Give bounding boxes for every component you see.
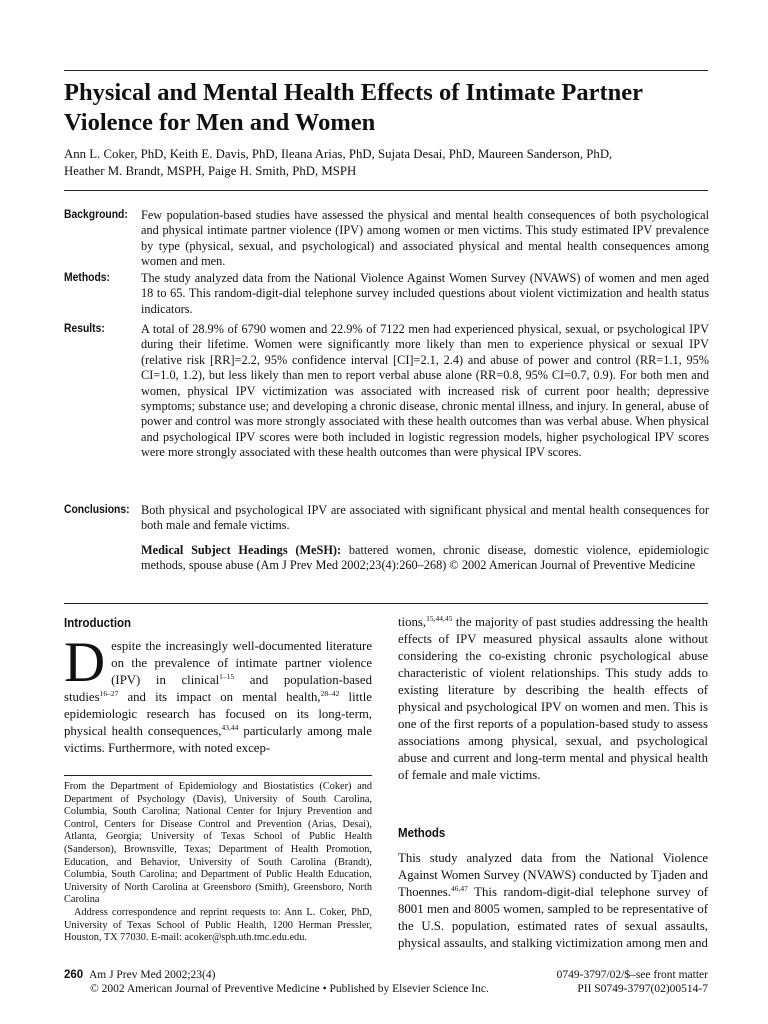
abstract-conclusions-text: Both physical and psychological IPV are associated with significant physical and mental health consequences for both male and female victims.	[141, 503, 709, 533]
affiliations-text: From the Department of Epidemiology and Biostatistics (Coker) and Department of Psychology (Davis), University of South Carolina, Columbia, South Carolina; National Center for Injury Prevention and Control, Centers for Disease Control and Prevention (Arias, Desai), Atlanta, Georgia; University of Texas School of Public Health (Sanderson), Brownsville, Texas; Department of Health Promotion, Education, and Behavior, University of South Carolina (Brandt), Columbia, South Carolina; and Department of Public Health Education, University of North Carolina at Greensboro (Smith), Greensboro, North Carolina	[64, 781, 372, 906]
abstract-methods-text: The study analyzed data from the National Violence Against Women Survey (NVAWS) of women and men aged 18 to 65. This random-digit-dial telephone survey included questions about violent victimization and health status indicators.	[141, 271, 709, 316]
introduction-heading: Introduction	[64, 616, 132, 630]
abstract-background-label: Background:	[64, 209, 128, 221]
footer-issn: 0749-3797/02/$–see front matter	[556, 969, 708, 981]
mesh-label: Medical Subject Headings (MeSH):	[141, 543, 342, 557]
article-title: Physical and Mental Health Effects of Intimate Partner Violence for Men and Women	[64, 79, 643, 136]
abstract-top-rule	[64, 190, 708, 191]
footer-copyright: © 2002 American Journal of Preventive Medicine • Published by Elsevier Science Inc.	[90, 983, 489, 995]
introduction-paragraph: Despite the increasingly well-documented literature on the prevalence of intimate partner violence (IPV) in clinical$^{1-15}$ and population-based studies$^{16-27}$ and its impact on mental health,$^{28-42}$ little epidemiologic research has focused on its long-term, physical health consequences,$^{43,44}$ particularly among male victims. Furthermore, with noted excep-	[64, 631, 372, 755]
drop-cap: D	[64, 631, 106, 694]
methods-paragraph: This study analyzed data from the National Violence Against Women Survey (NVAWS) conducted by Tjaden and Thoennes.$^{46,47}$ This random-digit-dial telephone survey of 8001 men and 8005 women, sampled to be representative of the U.S. population, estimated rates of sexual assaults, physical assaults, and stalking victimization among men and	[398, 851, 708, 950]
journal-citation: Am J Prev Med 2002;23(4)	[88, 969, 216, 981]
abstract-background-text: Few population-based studies have assessed the physical and mental health consequences of both psychological and physical intimate partner violence (IPV) among women or men victims. This study estimated IPV prevalence by type (physical, sexual, and psychological) and associated physical and mental health consequences among women and men.	[141, 208, 709, 269]
top-rule	[64, 70, 708, 71]
author-affiliations-footnote	[64, 781, 372, 945]
abstract-methods-label: Methods:	[64, 272, 110, 284]
abstract-bottom-rule	[64, 603, 708, 604]
author-list	[64, 146, 714, 180]
introduction-continued-paragraph: tions,$^{15,44,45}$ the majority of past studies addressing the health effects of IPV measured physical assaults alone without considering the co-existing chronic psychological abuse characteristic of violent relationships. This study adds to existing literature by describing the health effects of physical and psychological IPV on women and men. This is one of the first reports of a population-based study to assess associations among physical, sexual, and psychological abuse and current and long-term mental and physical health of female and male victims.	[398, 614, 708, 782]
footer-pii: PII S0749-3797(02)00514-7	[577, 983, 708, 995]
author-line: Ann L. Coker, PhD, Keith E. Davis, PhD, Ileana Arias, PhD, Sujata Desai, PhD, Maureen Sanderson, PhD,	[64, 147, 613, 161]
methods-heading: Methods	[398, 826, 446, 840]
mesh-text: battered women, chronic disease, domestic violence, epidemiologic methods, spouse abuse (Am J Prev Med 2002;23(4):260–268) © 2002 American Journal of Preventive Medicine	[141, 543, 710, 573]
footnote-rule	[64, 775, 372, 776]
footer-journal-line	[64, 968, 215, 982]
abstract-conclusions-label: Conclusions:	[64, 504, 130, 516]
mesh-keywords	[141, 543, 709, 574]
correspondence-text: Address correspondence and reprint requests to: Ann L. Coker, PhD, University of Texas School of Public Health, 1200 Herman Pressler, Houston, TX 77030. E-mail: acoker@sph.uth.tmc.edu.edu.	[64, 906, 372, 944]
abstract-results-label: Results:	[64, 323, 105, 335]
abstract-results-text: A total of 28.9% of 6790 women and 22.9% of 7122 men had experienced physical, sexual, or psychological IPV during their lifetime. Women were significantly more likely than men to experience physical or sexual IPV (relative risk [RR]=2.2, 95% confidence interval [CI]=2.1, 2.4) and abuse of power and control (RR=1.1, 95% CI=1.0, 1.2), but less likely than men to report verbal abuse alone (RR=0.8, 95% CI=0.7, 0.9). For both men and women, physical IPV victimization was associated with increased risk of current poor health; depressive symptoms; substance use; and developing a chronic disease, chronic mental illness, and injury. In general, abuse of power and control was more strongly associated with these health outcomes than was verbal abuse. When physical and psychological IPV scores were both included in logistic regression models, higher psychological IPV scores were more strongly associated with these health outcomes than were physical IPV scores.	[141, 322, 709, 460]
author-line: Heather M. Brandt, MSPH, Paige H. Smith, PhD, MSPH	[64, 164, 357, 178]
page-number: 260	[64, 969, 84, 981]
